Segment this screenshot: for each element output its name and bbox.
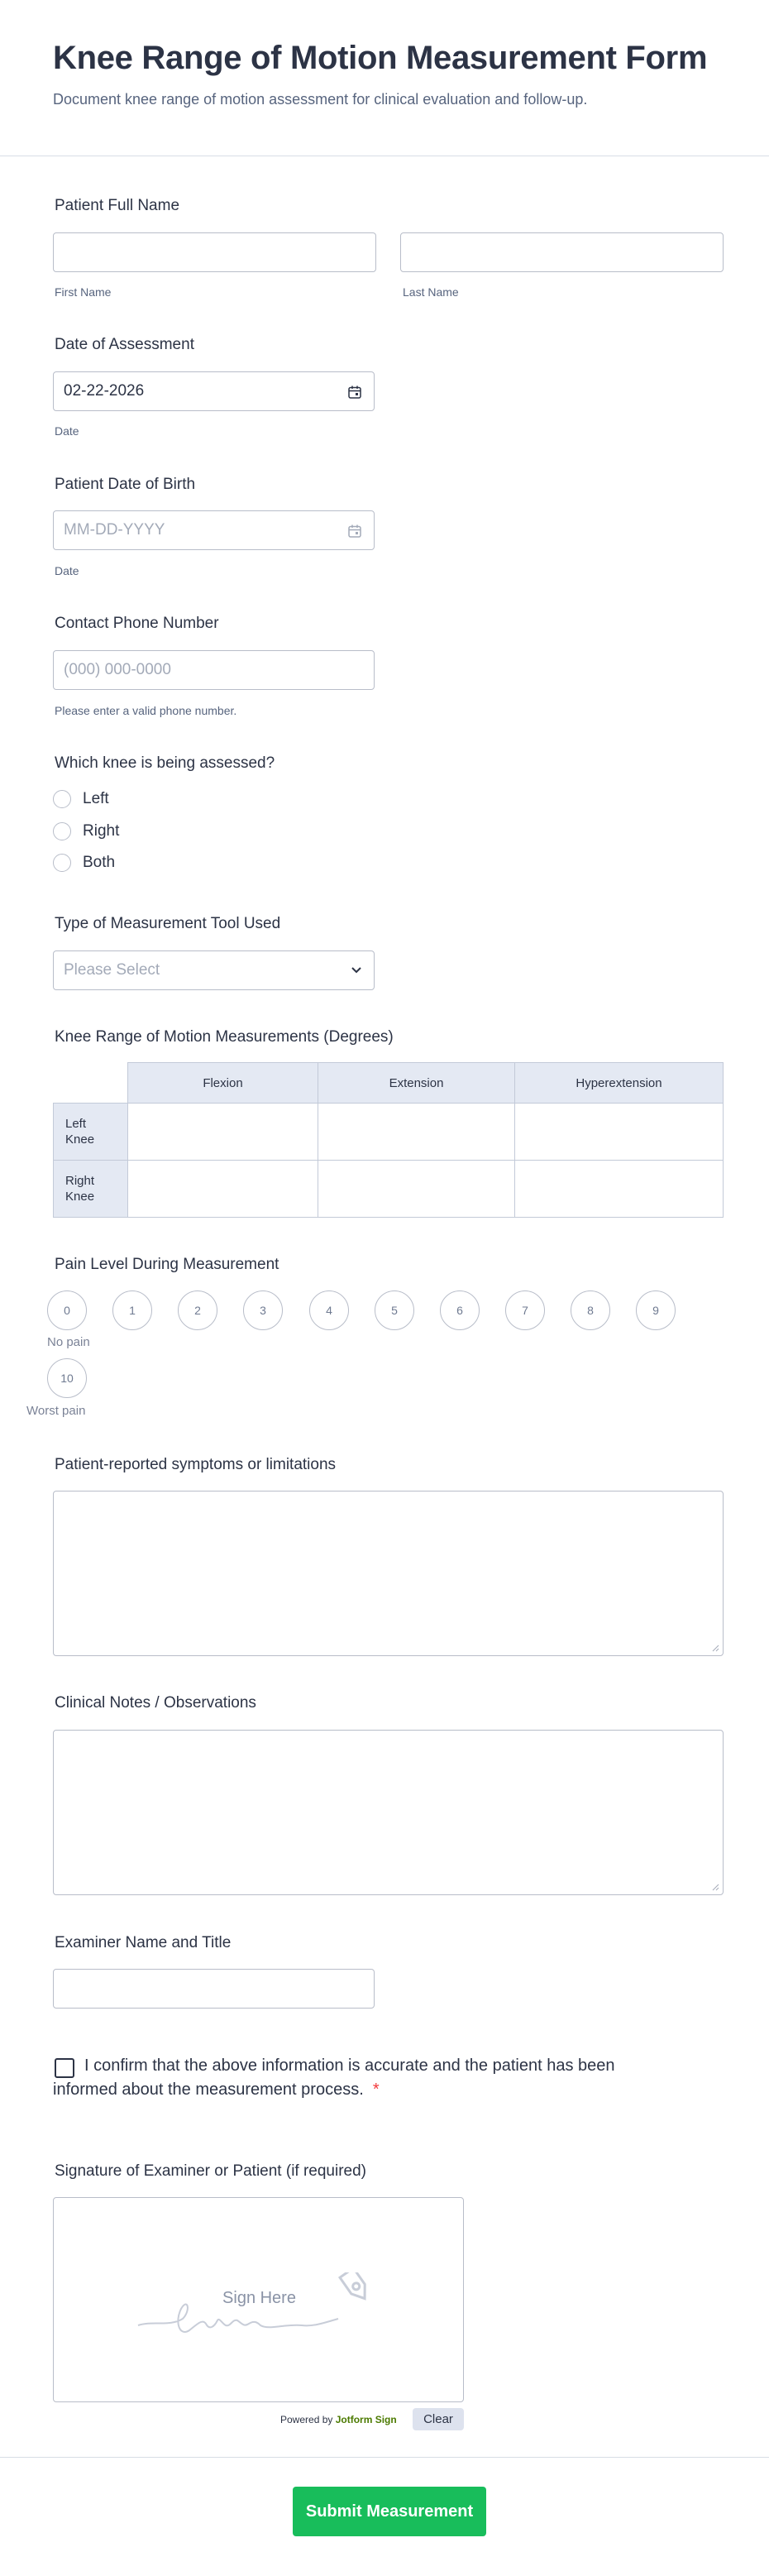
pain-option-7[interactable]: 7 (505, 1290, 545, 1330)
matrix-cell[interactable] (318, 1103, 515, 1161)
symptoms-textarea[interactable] (53, 1491, 724, 1656)
radio-label: Both (83, 854, 116, 871)
resize-grip-icon[interactable] (711, 1883, 719, 1891)
required-mark: * (372, 2080, 380, 2099)
pain-option-3[interactable]: 3 (243, 1290, 283, 1330)
birth-date-placeholder: MM-DD-YYYY (64, 521, 165, 539)
powered-prefix: Powered by (280, 2414, 333, 2425)
first-name-sublabel: First Name (55, 285, 112, 299)
tool-label: Type of Measurement Tool Used (55, 915, 281, 932)
jotform-sign-brand: Jotform Sign (335, 2414, 397, 2425)
pain-max-caption: Worst pain (26, 1404, 86, 1418)
confirm-text: I confirm that the above information is accurate and the patient has been informed about the measurement process. (53, 2056, 615, 2099)
radio-label: Right (83, 822, 120, 840)
notes-label: Clinical Notes / Observations (55, 1694, 256, 1712)
matrix-row-left-knee (53, 1103, 128, 1161)
pain-label: Pain Level During Measurement (55, 1256, 279, 1273)
assessment-date-value: 02-22-2026 (64, 382, 145, 400)
calendar-icon[interactable] (347, 524, 362, 539)
examiner-input[interactable] (53, 1969, 375, 2009)
matrix-cell[interactable] (514, 1103, 724, 1161)
signature-placeholder-graphic (136, 2272, 376, 2347)
pain-option-0[interactable]: 0 (47, 1290, 87, 1330)
pain-option-9[interactable]: 9 (636, 1290, 676, 1330)
knee-label: Which knee is being assessed? (55, 754, 275, 772)
form-title: Knee Range of Motion Measurement Form (53, 40, 708, 76)
form-subtitle: Document knee range of motion assessment for clinical evaluation and follow-up. (53, 91, 588, 108)
matrix-cell[interactable] (127, 1103, 318, 1161)
birth-date-input[interactable] (53, 510, 375, 550)
patient-name-label: Patient Full Name (55, 197, 180, 214)
first-name-input[interactable] (53, 232, 376, 272)
birth-date-sublabel: Date (55, 564, 79, 577)
phone-sublabel: Please enter a valid phone number. (55, 704, 237, 717)
knee-option-right[interactable] (53, 822, 119, 840)
matrix-cell[interactable] (127, 1160, 318, 1218)
tool-select[interactable] (53, 950, 375, 990)
matrix-col-flexion: Flexion (127, 1062, 318, 1104)
signature-placeholder: Sign Here (222, 2289, 296, 2307)
radio-circle[interactable] (53, 822, 71, 840)
pain-option-8[interactable]: 8 (571, 1290, 610, 1330)
knee-option-left[interactable] (53, 790, 109, 808)
pain-option-1[interactable]: 1 (112, 1290, 152, 1330)
assessment-date-input[interactable] (53, 371, 375, 411)
matrix-cell[interactable] (514, 1160, 724, 1218)
phone-input[interactable] (53, 650, 375, 690)
pain-option-10[interactable]: 10 (47, 1358, 87, 1398)
assessment-date-label: Date of Assessment (55, 336, 194, 353)
knee-option-both[interactable] (53, 854, 115, 872)
matrix-label: Knee Range of Motion Measurements (Degrees) (55, 1028, 394, 1046)
symptoms-label: Patient-reported symptoms or limitations (55, 1456, 337, 1473)
tool-placeholder: Please Select (64, 961, 160, 979)
matrix-col-hyperextension: Hyperextension (514, 1062, 724, 1104)
pain-option-6[interactable]: 6 (440, 1290, 480, 1330)
pain-option-2[interactable]: 2 (178, 1290, 217, 1330)
calendar-icon[interactable] (347, 385, 362, 400)
resize-grip-icon[interactable] (711, 1644, 719, 1652)
radio-label: Left (83, 790, 109, 807)
submit-button[interactable]: Submit Measurement (293, 2487, 486, 2536)
chevron-down-icon (351, 966, 362, 974)
pain-option-5[interactable]: 5 (375, 1290, 414, 1330)
footer-divider (0, 2457, 769, 2458)
notes-textarea[interactable] (53, 1730, 724, 1895)
matrix-row-label: Right Knee (65, 1174, 95, 1204)
matrix-cell[interactable] (318, 1160, 515, 1218)
phone-label: Contact Phone Number (55, 615, 219, 632)
signature-label: Signature of Examiner or Patient (if required) (55, 2162, 367, 2180)
rom-matrix (53, 1062, 724, 1218)
radio-circle[interactable] (53, 854, 71, 872)
phone-placeholder: (000) 000-0000 (64, 661, 171, 678)
powered-by (280, 2414, 397, 2425)
last-name-sublabel: Last Name (403, 285, 459, 299)
examiner-label: Examiner Name and Title (55, 1934, 232, 1951)
confirm-statement (53, 2054, 632, 2102)
assessment-date-sublabel: Date (55, 424, 79, 438)
last-name-input[interactable] (400, 232, 724, 272)
clear-signature-button[interactable]: Clear (413, 2408, 464, 2430)
matrix-col-extension: Extension (318, 1062, 515, 1104)
pain-min-caption: No pain (47, 1335, 90, 1349)
signature-pad[interactable] (53, 2197, 464, 2402)
birth-date-label: Patient Date of Birth (55, 476, 196, 493)
matrix-row-right-knee (53, 1160, 128, 1218)
radio-circle[interactable] (53, 790, 71, 808)
matrix-row-label: Left Knee (65, 1117, 95, 1147)
pain-option-4[interactable]: 4 (309, 1290, 349, 1330)
